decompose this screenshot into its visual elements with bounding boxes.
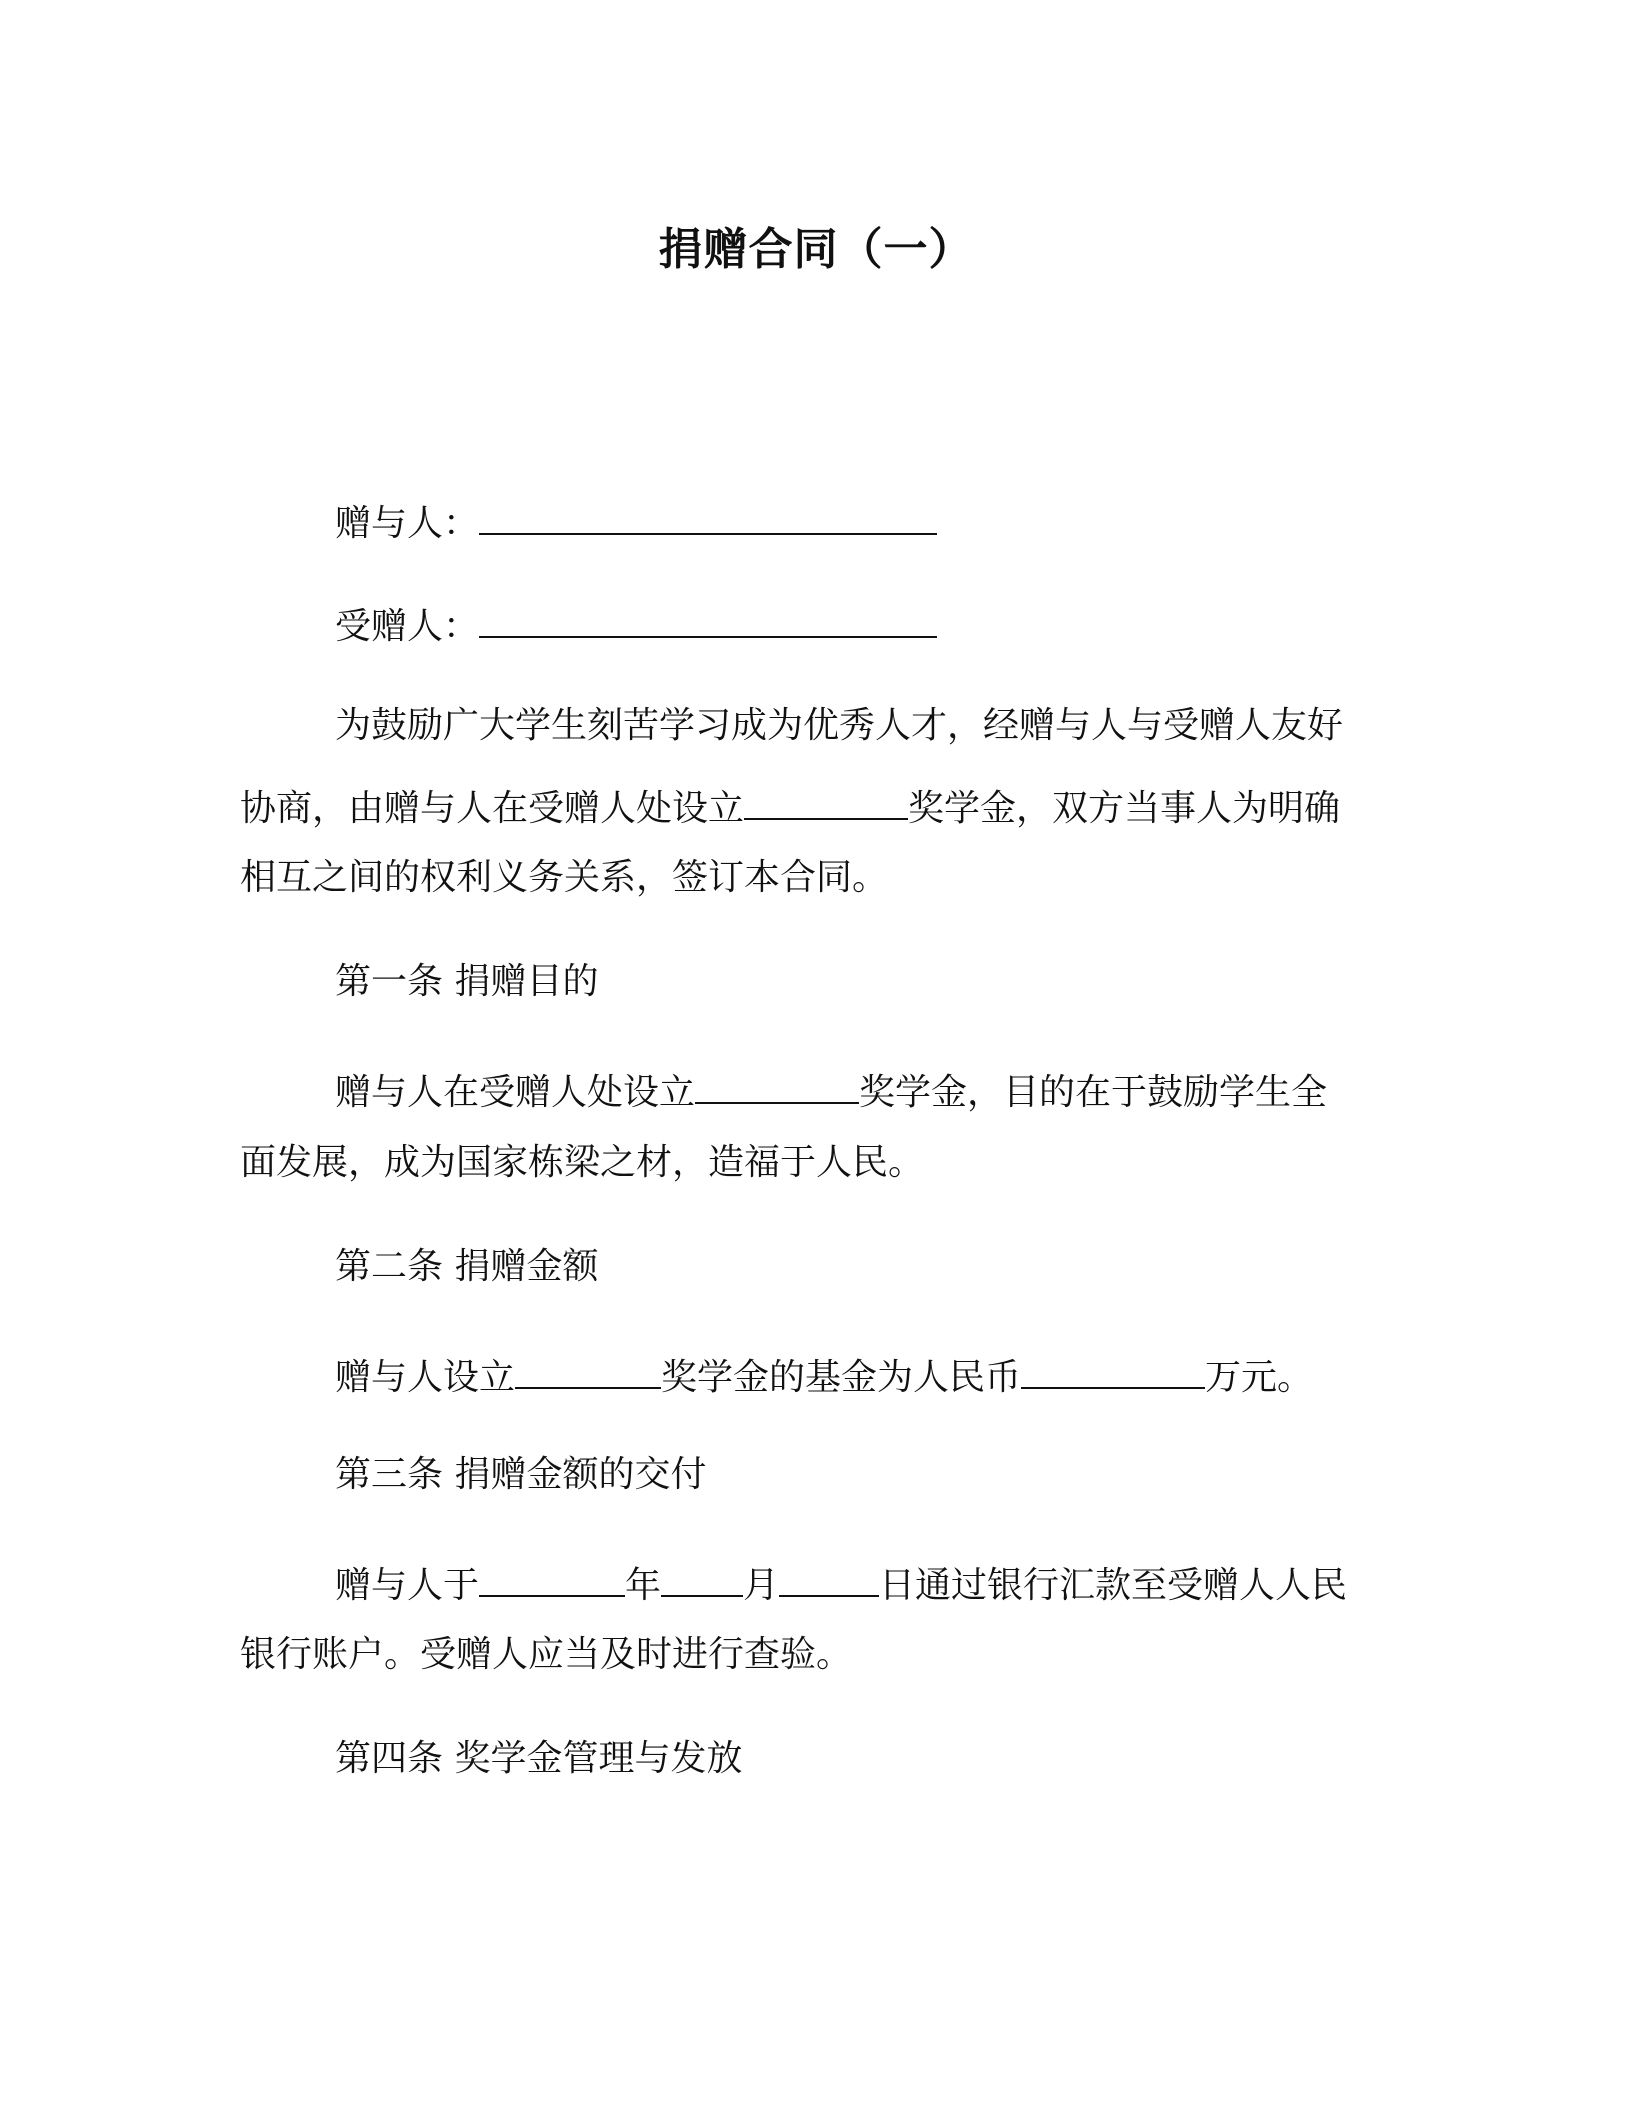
- article-4-heading: 第四条 奖学金管理与发放: [335, 1738, 743, 1779]
- month-blank[interactable]: [661, 1555, 743, 1597]
- article-2-amount-blank[interactable]: [1021, 1347, 1205, 1389]
- article-3-part-1: 赠与人于: [335, 1565, 480, 1606]
- article-2-part-3: 万元。: [1205, 1357, 1314, 1398]
- article-3-part-2: 年: [625, 1565, 662, 1606]
- article-1-line-1-after: 奖学金，目的在于鼓励学生全: [859, 1072, 1328, 1113]
- article-3-heading: 第三条 捐赠金额的交付: [335, 1454, 707, 1495]
- article-2-line: [335, 1347, 1313, 1402]
- preamble-line-3: 相互之间的权利义务关系，签订本合同。: [240, 857, 889, 898]
- year-blank[interactable]: [479, 1555, 625, 1597]
- article-1-line-1: [335, 1062, 1327, 1117]
- article-3-line-2: 银行账户。受赠人应当及时进行查验。: [240, 1634, 853, 1675]
- day-blank[interactable]: [779, 1555, 879, 1597]
- document-title: 捐赠合同（一）: [658, 224, 974, 275]
- article-1-line-1-before: 赠与人在受赠人处设立: [335, 1072, 696, 1113]
- article-2-heading: 第二条 捐赠金额: [335, 1246, 599, 1287]
- preamble-line-1: 为鼓励广大学生刻苦学习成为优秀人才，经赠与人与受赠人友好: [335, 705, 1344, 746]
- article-2-part-2: 奖学金的基金为人民币: [661, 1357, 1022, 1398]
- preamble-line-2-before: 协商，由赠与人在受赠人处设立: [240, 788, 745, 829]
- article-2-scholarship-blank[interactable]: [515, 1347, 661, 1389]
- article-3-line-1: [335, 1555, 1347, 1610]
- article-2-part-1: 赠与人设立: [335, 1357, 516, 1398]
- donor-blank-field[interactable]: [479, 493, 937, 535]
- donor-label: 赠与人：: [335, 503, 480, 544]
- donee-label: 受赠人：: [335, 606, 480, 647]
- article-3-part-4: 日通过银行汇款至受赠人人民: [879, 1565, 1348, 1606]
- article-1-heading: 第一条 捐赠目的: [335, 961, 599, 1002]
- article-3-part-3: 月: [743, 1565, 780, 1606]
- preamble-line-2: [240, 778, 1340, 833]
- donee-line: [335, 596, 937, 651]
- donee-blank-field[interactable]: [479, 596, 937, 638]
- article-1-line-2: 面发展，成为国家栋梁之材，造福于人民。: [240, 1142, 925, 1183]
- scholarship-name-blank[interactable]: [744, 778, 908, 820]
- article-1-scholarship-blank[interactable]: [695, 1062, 859, 1104]
- preamble-line-2-after: 奖学金，双方当事人为明确: [908, 788, 1341, 829]
- donor-line: [335, 493, 937, 548]
